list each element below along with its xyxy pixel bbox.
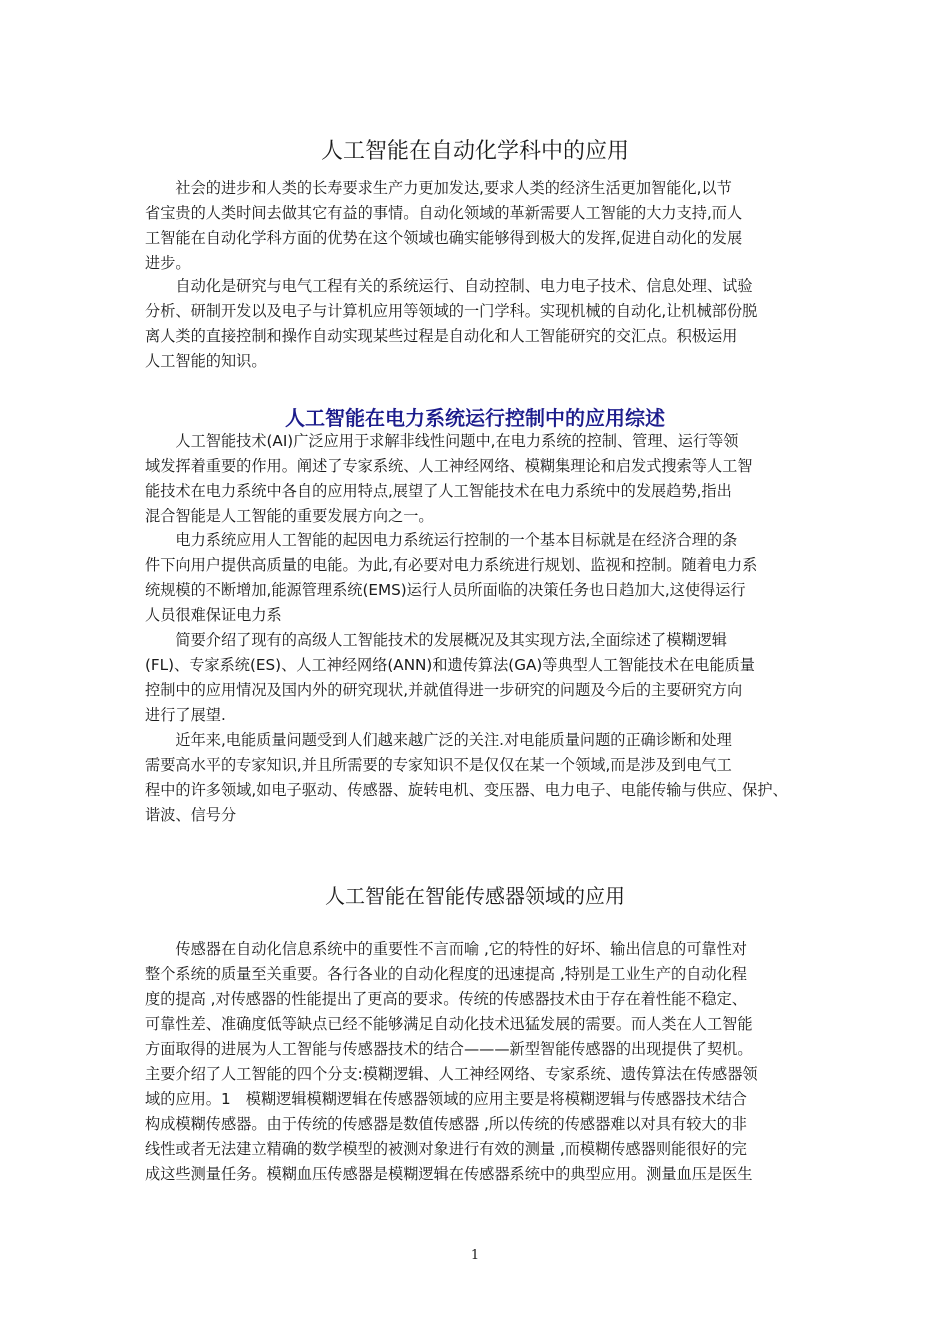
paragraph-line: 传感器在自动化信息系统中的重要性不言而喻 ,它的特性的好坏、输出信息的可靠性对 [145,940,747,958]
paragraph-line: 成这些测量任务。模糊血压传感器是模糊逻辑在传感器系统中的典型应用。测量血压是医生 [145,1165,753,1183]
paragraph-line: 简要介绍了现有的高级人工智能技术的发展概况及其实现方法,全面综述了模糊逻辑 [145,631,727,649]
page-number: 1 [470,1248,480,1263]
paragraph-line: 人工智能的知识。 [145,352,267,370]
paragraph-line: 分析、研制开发以及电子与计算机应用等领域的一门学科。实现机械的自动化,让机械部份脱 [145,302,758,320]
paragraph-line: 进行了展望. [145,706,226,724]
paragraph-line: 度的提高 ,对传感器的性能提出了更高的要求。传统的传感器技术由于存在着性能不稳定、 [145,990,747,1008]
paragraph-line: 主要介绍了人工智能的四个分支:模糊逻辑、人工神经网络、专家系统、遗传算法在传感器领 [145,1065,758,1083]
paragraph-line: 域的应用。1 模糊逻辑模糊逻辑在传感器领域的应用主要是将模糊逻辑与传感器技术结合 [145,1090,747,1108]
paragraph-line: 人员很难保证电力系 [145,606,282,624]
section2-heading: 人工智能在电力系统运行控制中的应用综述 [285,406,665,430]
paragraph-line: 控制中的应用情况及国内外的研究现状,并就值得进一步研究的问题及今后的主要研究方向 [145,681,743,699]
paragraph-line: 工智能在自动化学科方面的优势在这个领域也确实能够得到极大的发挥,促进自动化的发展 [145,229,743,247]
paragraph-line: 整个系统的质量至关重要。各行各业的自动化程度的迅速提高 ,特别是工业生产的自动化程 [145,965,747,983]
paragraph-line: 可靠性差、准确度低等缺点已经不能够满足自动化技术迅猛发展的需要。而人类在人工智能 [145,1015,753,1033]
paragraph-line: 统规模的不断增加,能源管理系统(EMS)运行人员所面临的决策任务也日趋加大,这使得运行 [145,581,746,599]
paragraph-line: 电力系统应用人工智能的起因电力系统运行控制的一个基本目标就是在经济合理的条 [145,531,738,549]
paragraph-line: 方面取得的进展为人工智能与传感器技术的结合———新型智能传感器的出现提供了契机。 [145,1040,753,1058]
paragraph-line: 谐波、信号分 [145,806,237,824]
paragraph-line: 人工智能技术(AI)广泛应用于求解非线性问题中,在电力系统的控制、管理、运行等领 [145,432,739,450]
paragraph-line: 构成模糊传感器。由于传统的传感器是数值传感器 ,所以传统的传感器难以对具有较大的非 [145,1115,747,1133]
paragraph-line: 混合智能是人工智能的重要发展方向之一。 [145,507,434,525]
main-title: 人工智能在自动化学科中的应用 [320,139,629,164]
paragraph-line: 需要高水平的专家知识,并且所需要的专家知识不是仅仅在某一个领域,而是涉及到电气工 [145,756,732,774]
paragraph-line: 域发挥着重要的作用。阐述了专家系统、人工神经网络、模糊集理论和启发式搜索等人工智 [145,457,753,475]
paragraph-line: 进步。 [145,254,191,272]
paragraph-line: 近年来,电能质量问题受到人们越来越广泛的关注.对电能质量问题的正确诊断和处理 [145,731,732,749]
paragraph-line: 社会的进步和人类的长寿要求生产力更加发达,要求人类的经济生活更加智能化,以节 [145,179,732,197]
paragraph-line: (FL)、专家系统(ES)、人工神经网络(ANN)和遗传算法(GA)等典型人工智能技术在电能质量 [145,656,755,674]
paragraph-line: 能技术在电力系统中各自的应用特点,展望了人工智能技术在电力系统中的发展趋势,指出 [145,482,732,500]
paragraph-line: 离人类的直接控制和操作自动实现某些过程是自动化和人工智能研究的交汇点。积极运用 [145,327,738,345]
section3-heading: 人工智能在智能传感器领域的应用 [325,884,625,908]
paragraph-line: 件下向用户提供高质量的电能。为此,有必要对电力系统进行规划、监视和控制。随着电力系 [145,556,758,574]
paragraph-line: 线性或者无法建立精确的数学模型的被测对象进行有效的测量 ,而模糊传感器则能很好的完 [145,1140,747,1158]
paragraph-line: 省宝贵的人类时间去做其它有益的事情。自动化领域的革新需要人工智能的大力支持,而人 [145,204,743,222]
paragraph-line: 自动化是研究与电气工程有关的系统运行、自动控制、电力电子技术、信息处理、试验 [145,277,753,295]
paragraph-line: 程中的许多领域,如电子驱动、传感器、旋转电机、变压器、电力电子、电能传输与供应、保护、 [145,781,788,799]
